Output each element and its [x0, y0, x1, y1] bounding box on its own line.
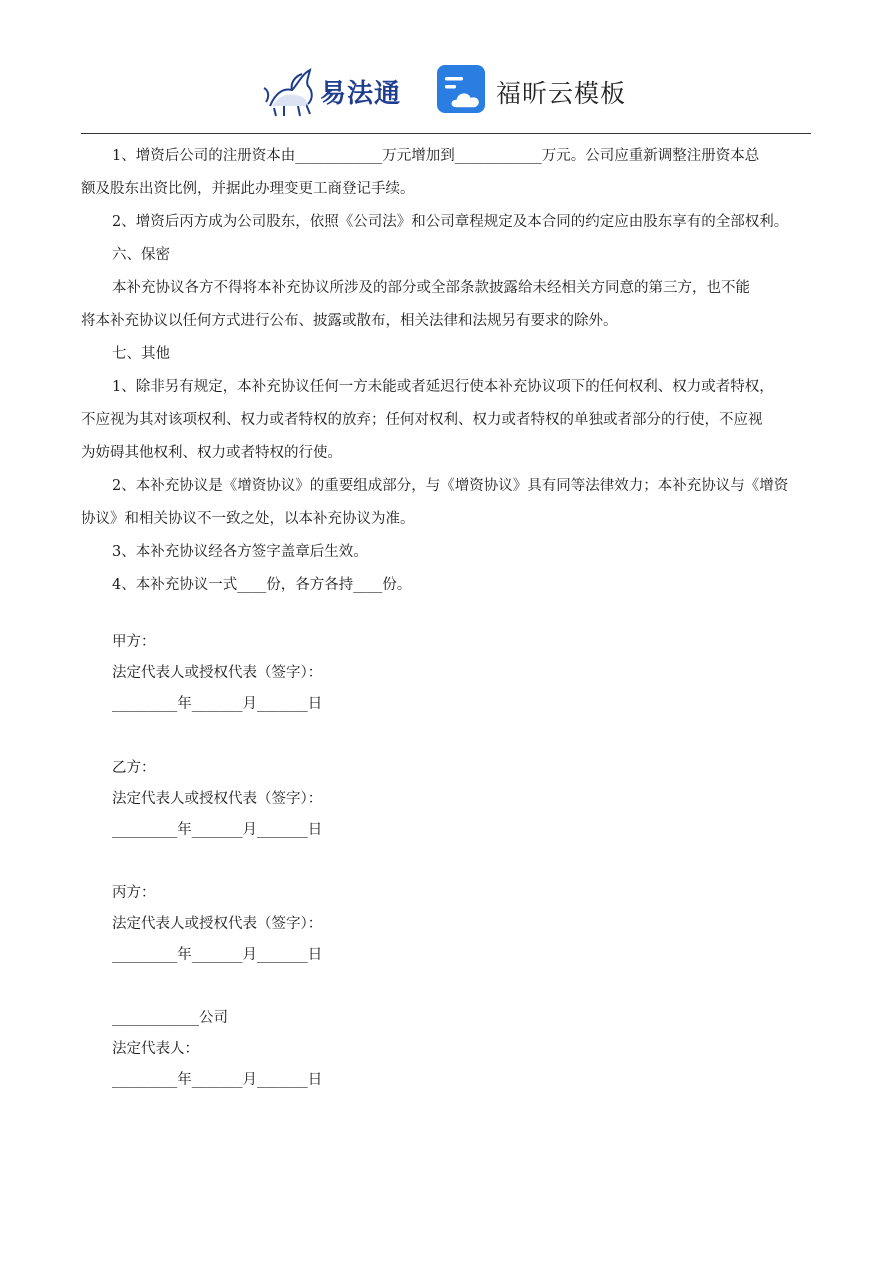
party-b-date: _________年_______月_______日	[112, 822, 323, 838]
company-rep: 法定代表人：	[112, 1041, 199, 1057]
party-b-signature-block	[112, 753, 322, 846]
company-label: ____________公司	[112, 1010, 228, 1026]
section-heading: 七、其他	[112, 346, 170, 362]
logo-right-text: 福昕云模板	[496, 79, 627, 108]
party-a-signature-block	[112, 627, 322, 720]
paragraph-line: 将本补充协议以任何方式进行公布、披露或散布，相关法律和法规另有要求的除外。	[81, 313, 618, 329]
party-c-rep: 法定代表人或授权代表（签字）：	[112, 916, 323, 932]
paragraph-line: 1、增资后公司的注册资本由____________万元增加到____________万元。公司应重新调整注册资本总	[112, 148, 760, 164]
yifatong-logo	[262, 62, 412, 118]
paragraph-line: 2、本补充协议是《增资协议》的重要组成部分，与《增资协议》具有同等法律效力；本补充协议与《增资	[112, 478, 789, 494]
header	[0, 60, 893, 122]
party-c-signature-block	[112, 878, 322, 971]
header-divider	[81, 133, 811, 134]
paragraph-line: 为妨碍其他权利、权力或者特权的行使。	[81, 445, 342, 461]
party-b-rep: 法定代表人或授权代表（签字）：	[112, 791, 323, 807]
paragraph-line: 3、本补充协议经各方签字盖章后生效。	[112, 544, 368, 560]
foxit-template-logo	[436, 64, 646, 118]
section-heading: 六、保密	[112, 247, 170, 263]
paragraph-line: 2、增资后丙方成为公司股东，依照《公司法》和公司章程规定及本合同的约定应由股东享有的全部权利。	[112, 214, 789, 230]
paragraph-line: 4、本补充协议一式____份，各方各持____份。	[112, 577, 412, 593]
contract-body	[81, 140, 821, 602]
paragraph-line: 本补充协议各方不得将本补充协议所涉及的部分或全部条款披露给未经相关方同意的第三方，也不能	[112, 280, 750, 296]
party-b-label: 乙方：	[112, 760, 156, 776]
horse-emblem-icon	[262, 62, 322, 118]
party-a-rep: 法定代表人或授权代表（签字）：	[112, 665, 323, 681]
paragraph-line: 协议》和相关协议不一致之处，以本补充协议为准。	[81, 511, 415, 527]
party-a-date: _________年_______月_______日	[112, 696, 323, 712]
cloud-doc-icon	[436, 64, 488, 116]
logo-left-text: 易法通	[320, 79, 402, 109]
paragraph-line: 额及股东出资比例，并据此办理变更工商登记手续。	[81, 181, 415, 197]
company-date: _________年_______月_______日	[112, 1072, 323, 1088]
party-a-label: 甲方：	[112, 634, 156, 650]
party-c-date: _________年_______月_______日	[112, 947, 323, 963]
paragraph-line: 不应视为其对该项权利、权力或者特权的放弃；任何对权利、权力或者特权的单独或者部分的行使，不应视	[81, 412, 763, 428]
party-c-label: 丙方：	[112, 885, 156, 901]
company-signature-block	[112, 1003, 322, 1096]
paragraph-line: 1、除非另有规定，本补充协议任何一方未能或者延迟行使本补充协议项下的任何权利、权力或者特权，	[112, 379, 774, 395]
